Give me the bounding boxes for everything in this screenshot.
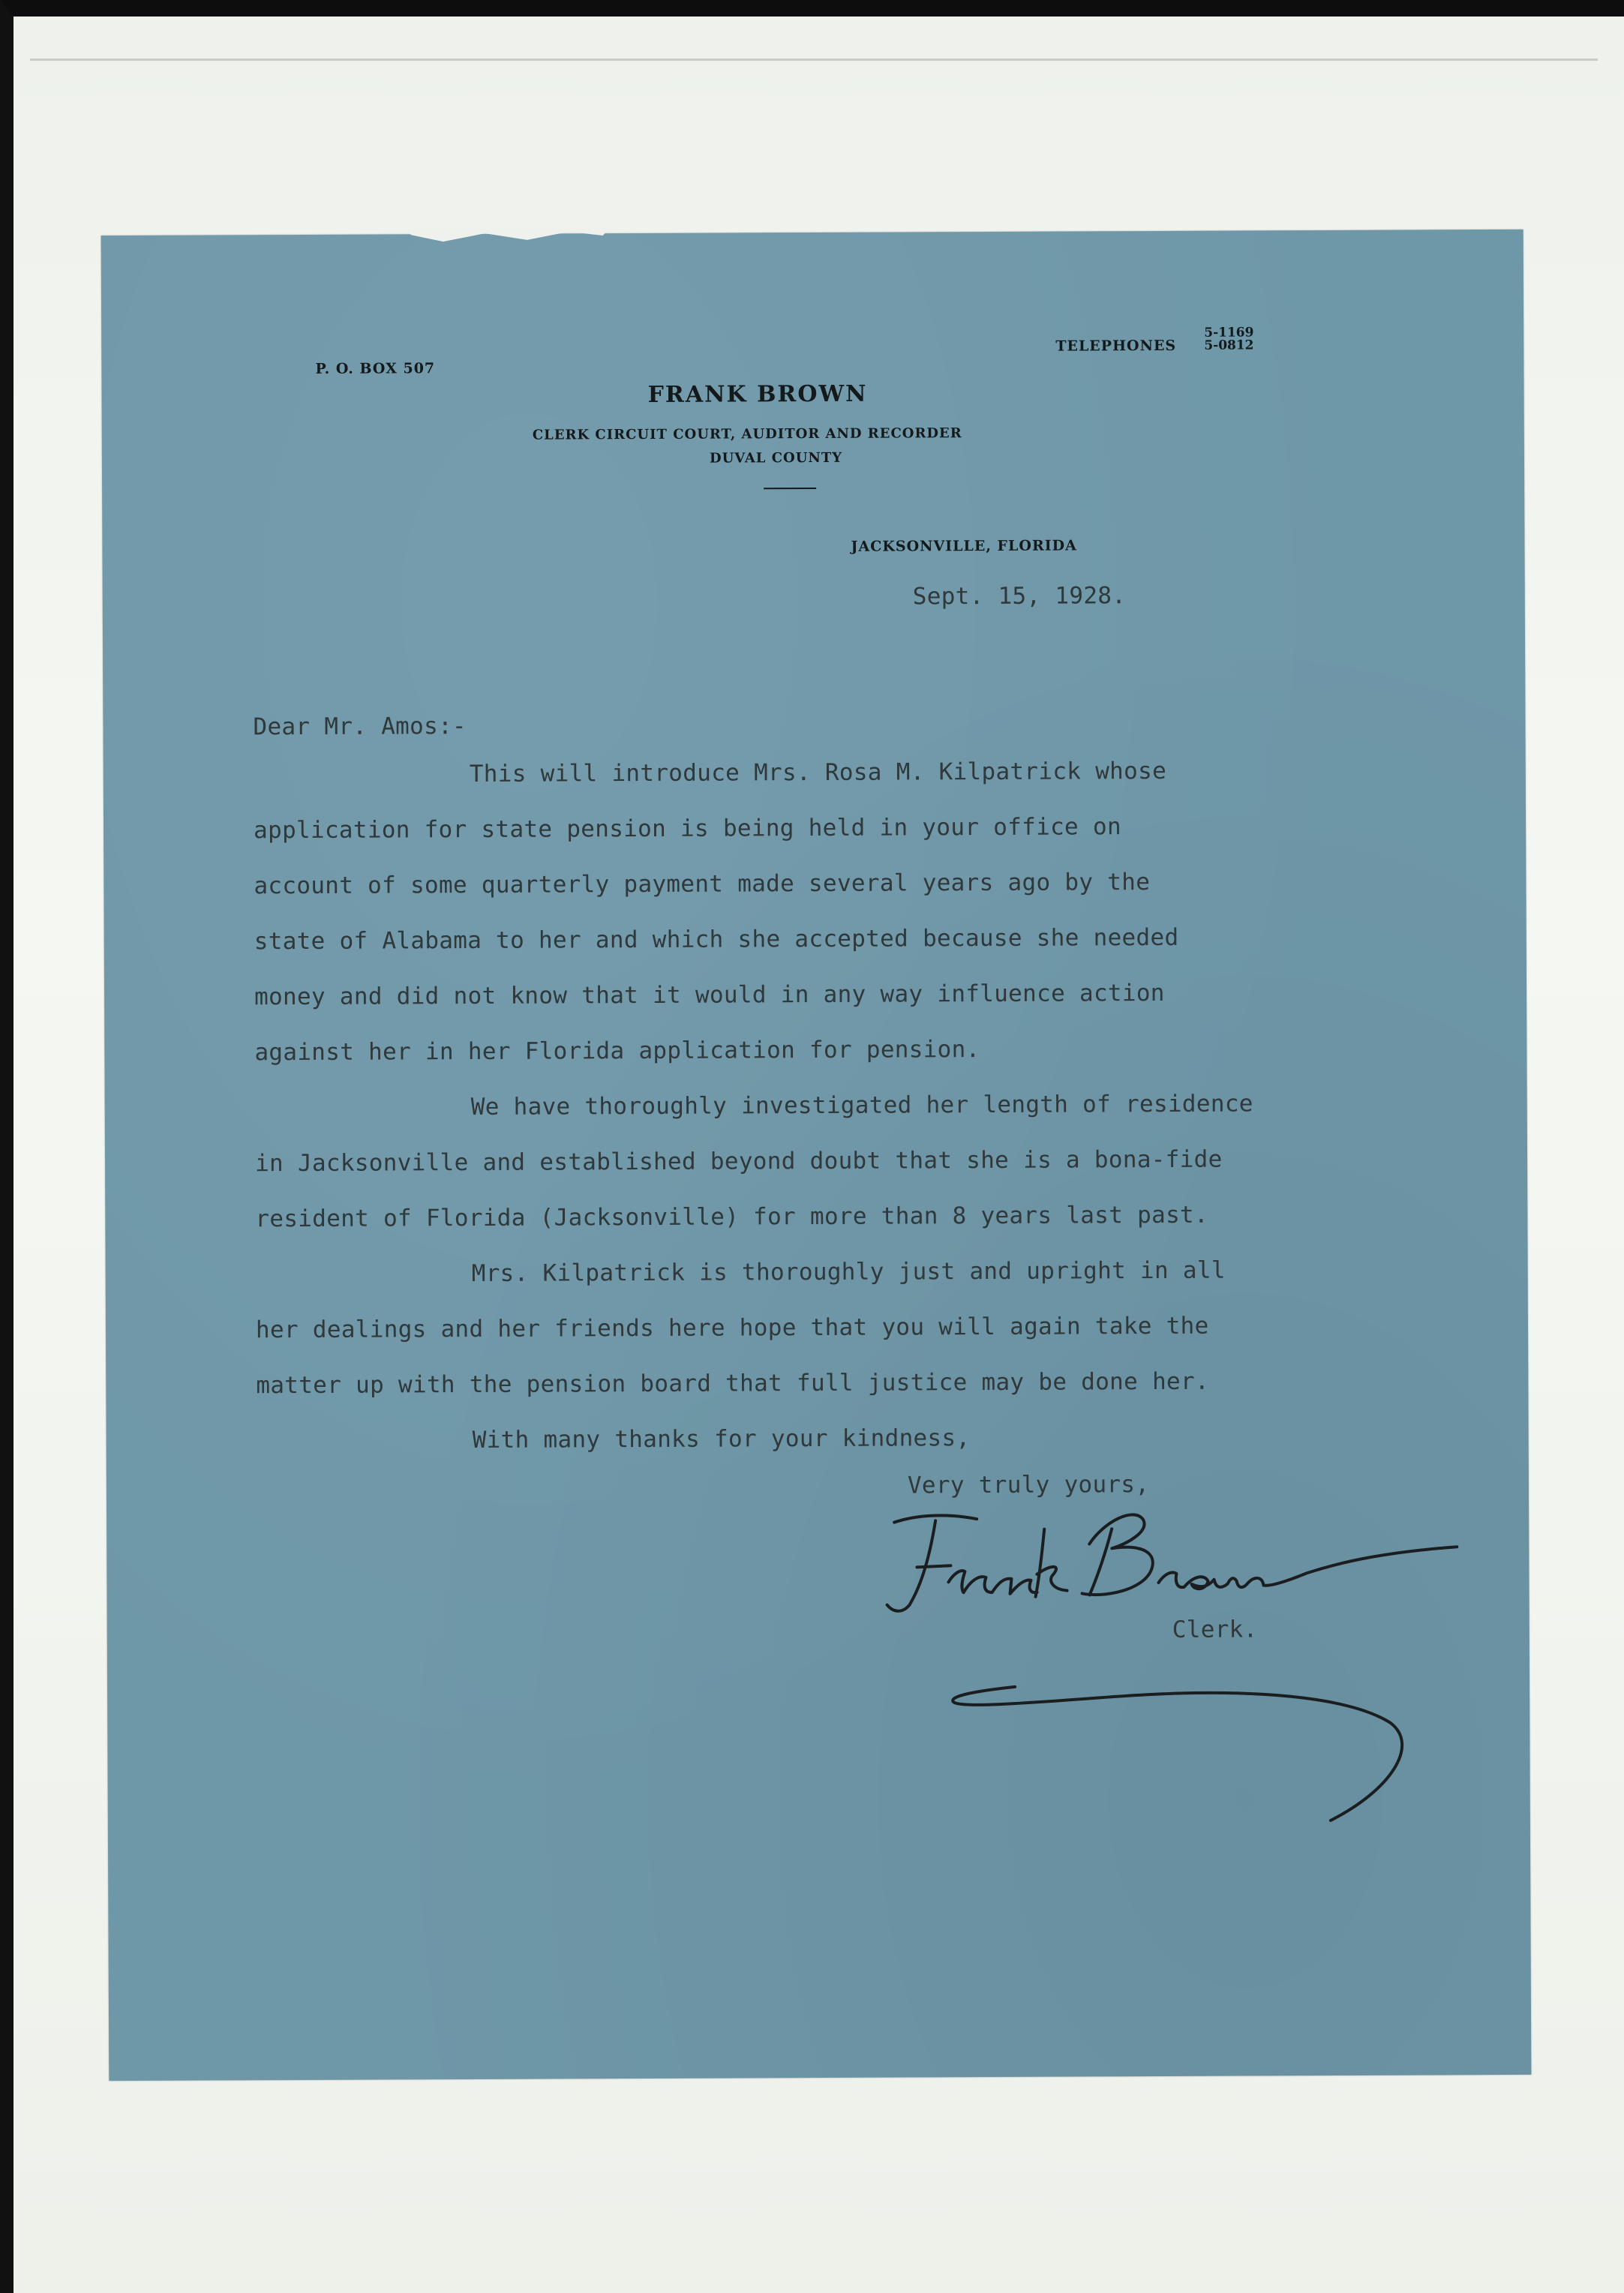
signer-title: Clerk. (1172, 1616, 1258, 1643)
torn-edge (401, 227, 611, 242)
body-line: in Jacksonville and established beyond doubt that she is a bona-fide (254, 1145, 1223, 1178)
body-line: money and did not know that it would in any way influence action (254, 979, 1165, 1011)
body-line: resident of Florida (Jacksonville) for more than 8 years last past. (255, 1201, 1208, 1233)
body-line: state of Alabama to her and which she accepted because she needed (254, 923, 1179, 956)
letterhead-name: FRANK BROWN (647, 380, 868, 408)
body-line: matter up with the pension board that full justice may be done her. (256, 1367, 1209, 1400)
letterhead-divider (764, 488, 816, 489)
body-line: her dealings and her friends here hope that you will again take the (255, 1312, 1209, 1344)
handwritten-signature (864, 1497, 1481, 1830)
body-line: This will introduce Mrs. Rosa M. Kilpatrick whose (469, 757, 1167, 788)
po-box: P. O. BOX 507 (315, 360, 436, 377)
letter-sheet (101, 230, 1532, 2081)
scan-edge (30, 59, 1598, 61)
letterhead-location: JACKSONVILLE, FLORIDA (851, 537, 1077, 555)
letterhead-title: CLERK CIRCUIT COURT, AUDITOR AND RECORDER (532, 425, 962, 443)
body-line: With many thanks for your kindness, (472, 1424, 971, 1454)
telephone-number: 5-1169 (1204, 325, 1254, 341)
telephones-label: TELEPHONES (1055, 337, 1177, 355)
body-line: Mrs. Kilpatrick is thoroughly just and upright in all (471, 1256, 1226, 1288)
body-line: against her in her Florida application for pension. (254, 1036, 980, 1067)
body-line: We have thoroughly investigated her length of residence (470, 1090, 1253, 1121)
closing: Very truly yours, (907, 1471, 1150, 1499)
body-line: application for state pension is being held in your office on (254, 813, 1121, 845)
telephone-numbers (1204, 326, 1253, 352)
letter-date: Sept. 15, 1928. (912, 582, 1127, 611)
letterhead-county: DUVAL COUNTY (709, 449, 843, 467)
telephone-number: 5-0812 (1204, 338, 1254, 353)
salutation: Dear Mr. Amos:- (253, 713, 467, 741)
body-line: account of some quarterly payment made several years ago by the (254, 869, 1151, 900)
